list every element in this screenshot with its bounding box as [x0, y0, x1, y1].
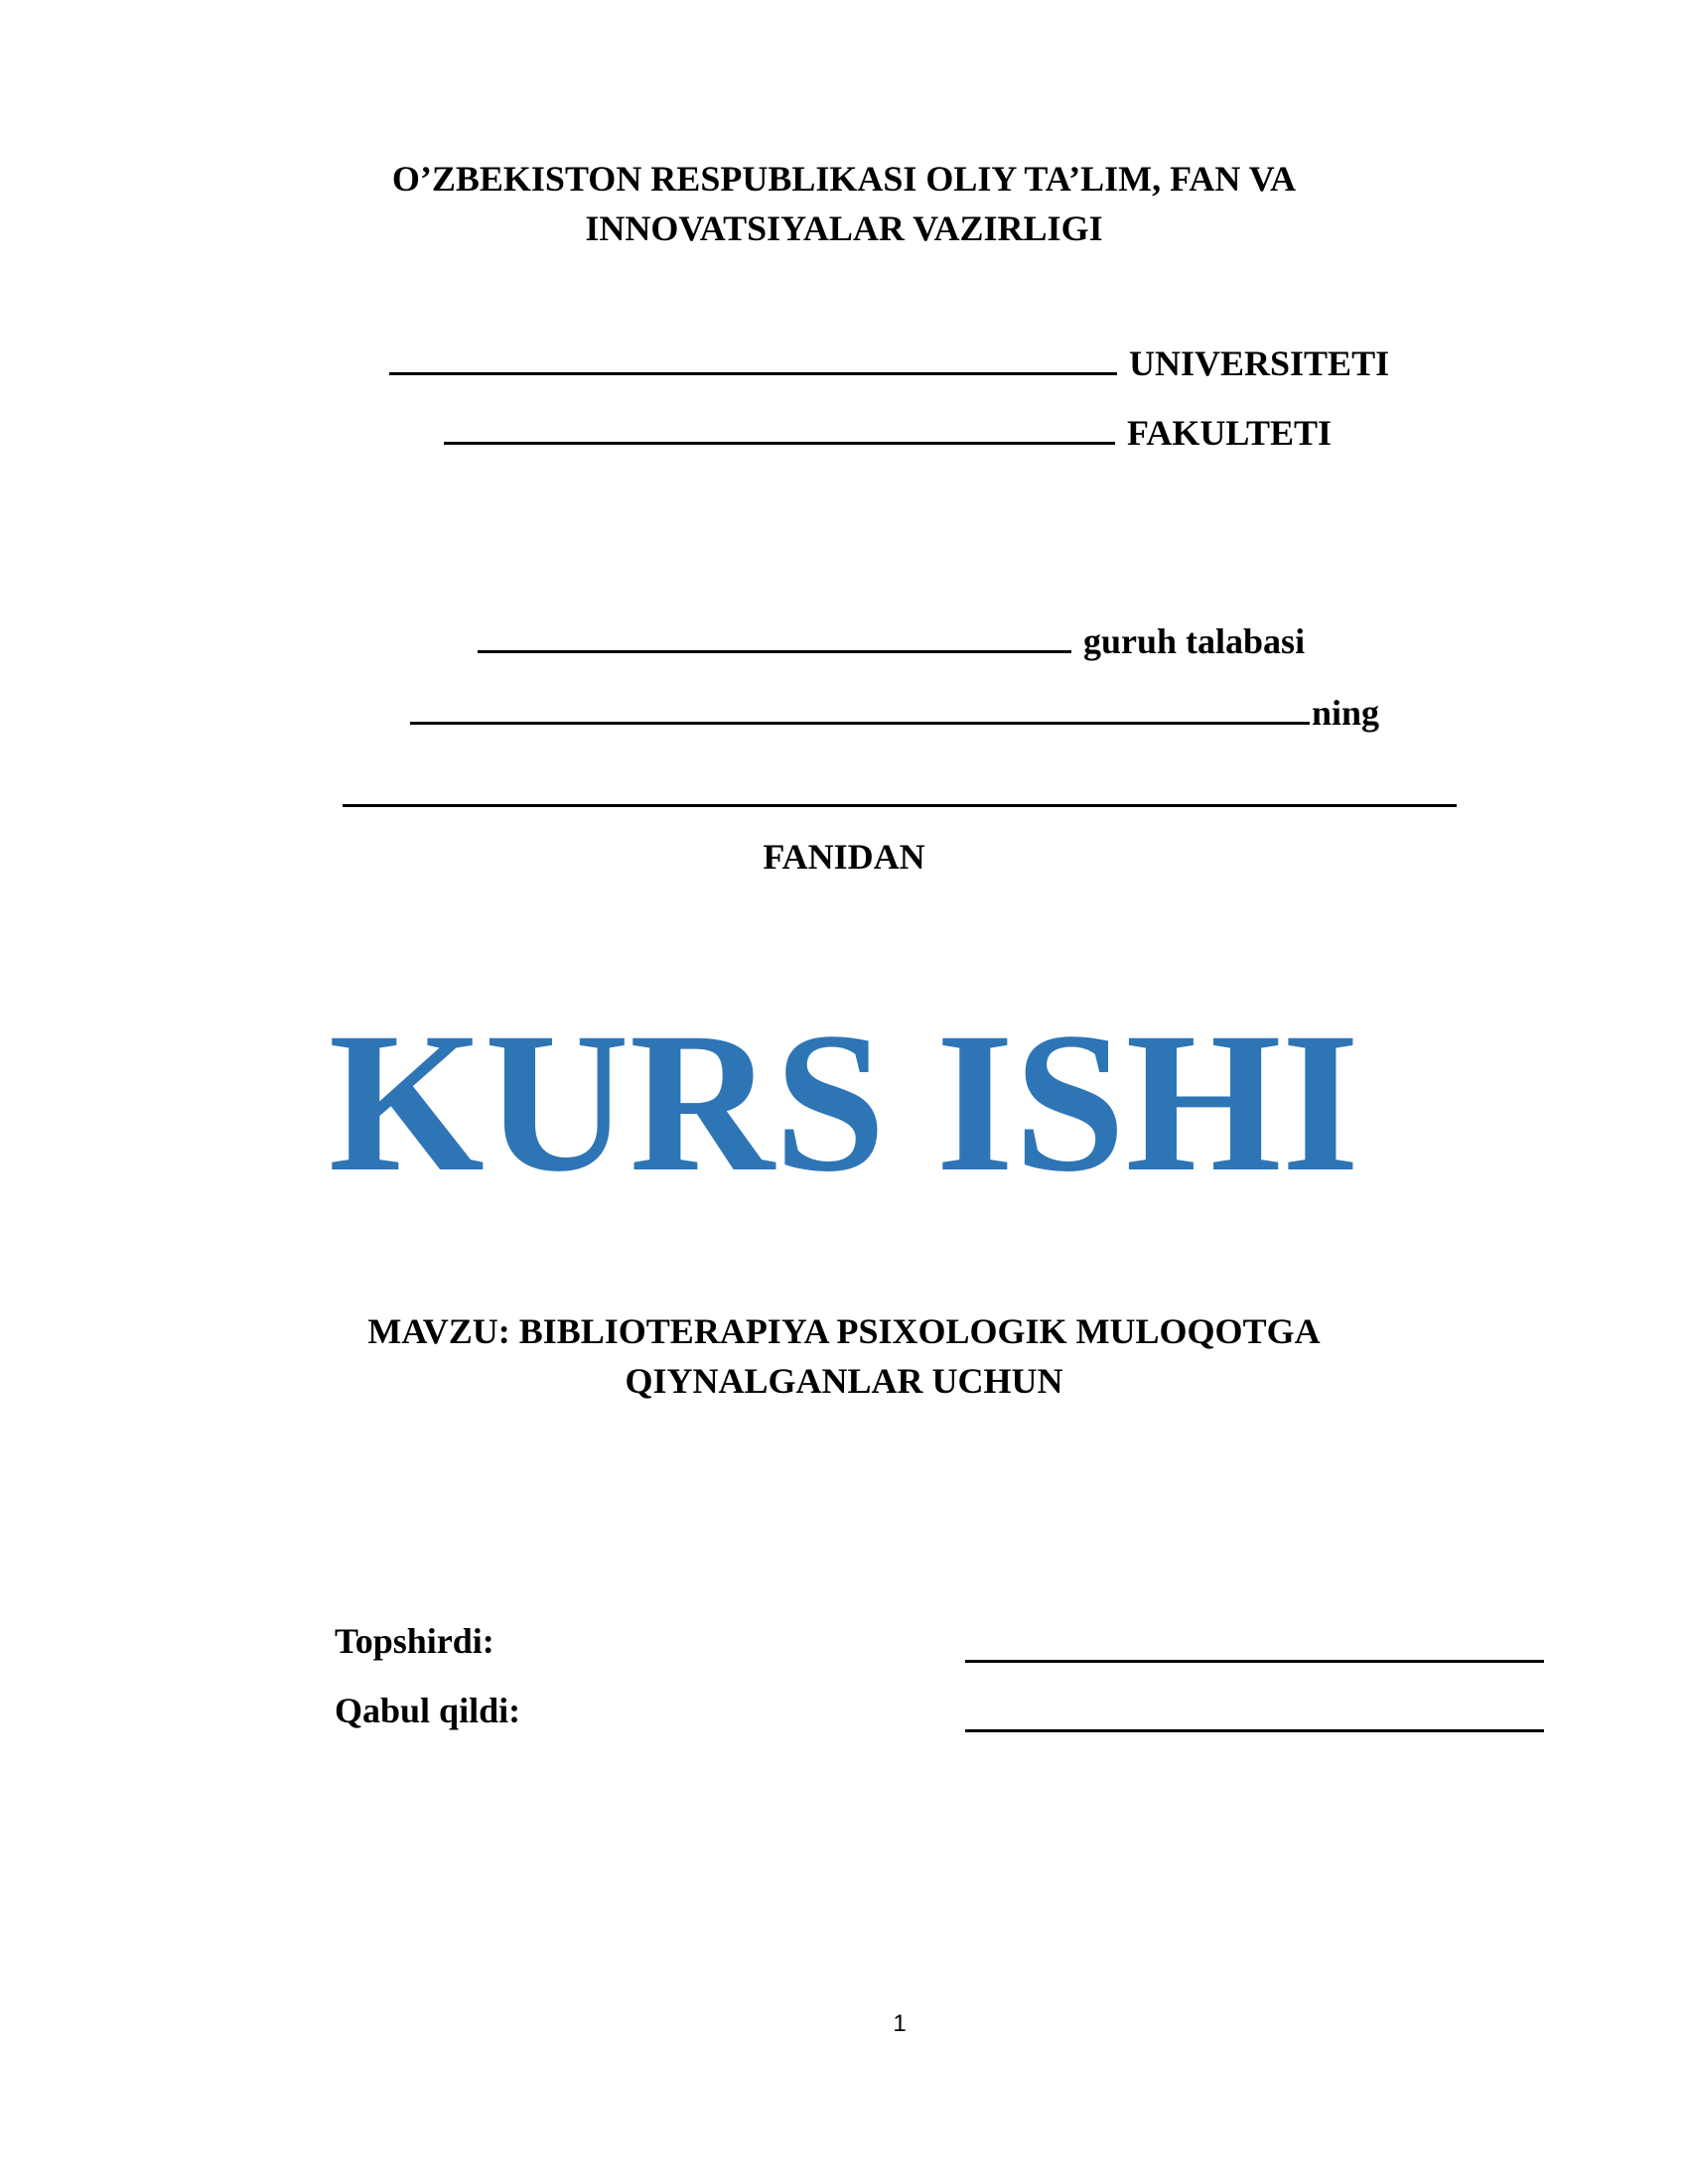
- group-blank-line: [478, 624, 1071, 653]
- student-blank-line: [410, 696, 1310, 725]
- topic-line-2: QIYNALGANLAR UCHUN: [625, 1361, 1063, 1401]
- page-number: 1: [893, 2010, 907, 2037]
- group-field: [478, 620, 1305, 662]
- faculty-blank-line: [444, 416, 1115, 445]
- topic-line-1: MAVZU: BIBLIOTERAPIYA PSIXOLOGIK MULOQOTGA: [367, 1311, 1321, 1351]
- student-suffix: ning: [1312, 693, 1380, 733]
- university-blank-line: [389, 346, 1117, 375]
- submitted-label: Topshirdi:: [335, 1621, 494, 1661]
- student-name-field: [410, 692, 1379, 734]
- ministry-line-2: INNOVATSIYALAR VAZIRLIGI: [585, 208, 1103, 248]
- subject-label: FANIDAN: [763, 837, 925, 877]
- faculty-field: [444, 412, 1332, 454]
- accepted-signature-line: [965, 1729, 1544, 1732]
- ministry-heading: [0, 154, 1688, 253]
- group-suffix: guruh talabasi: [1083, 621, 1306, 661]
- subject-blank-line: [343, 804, 1457, 807]
- university-suffix: UNIVERSITETI: [1129, 343, 1390, 383]
- work-title: KURS ISHI: [328, 991, 1360, 1213]
- faculty-suffix: FAKULTETI: [1127, 413, 1333, 453]
- submitted-signature-line: [965, 1660, 1544, 1663]
- accepted-label: Qabul qildi:: [335, 1691, 521, 1730]
- topic-heading: [0, 1306, 1688, 1406]
- university-field: [389, 342, 1389, 384]
- ministry-line-1: O’ZBEKISTON RESPUBLIKASI OLIY TA’LIM, FAN VA: [391, 159, 1297, 199]
